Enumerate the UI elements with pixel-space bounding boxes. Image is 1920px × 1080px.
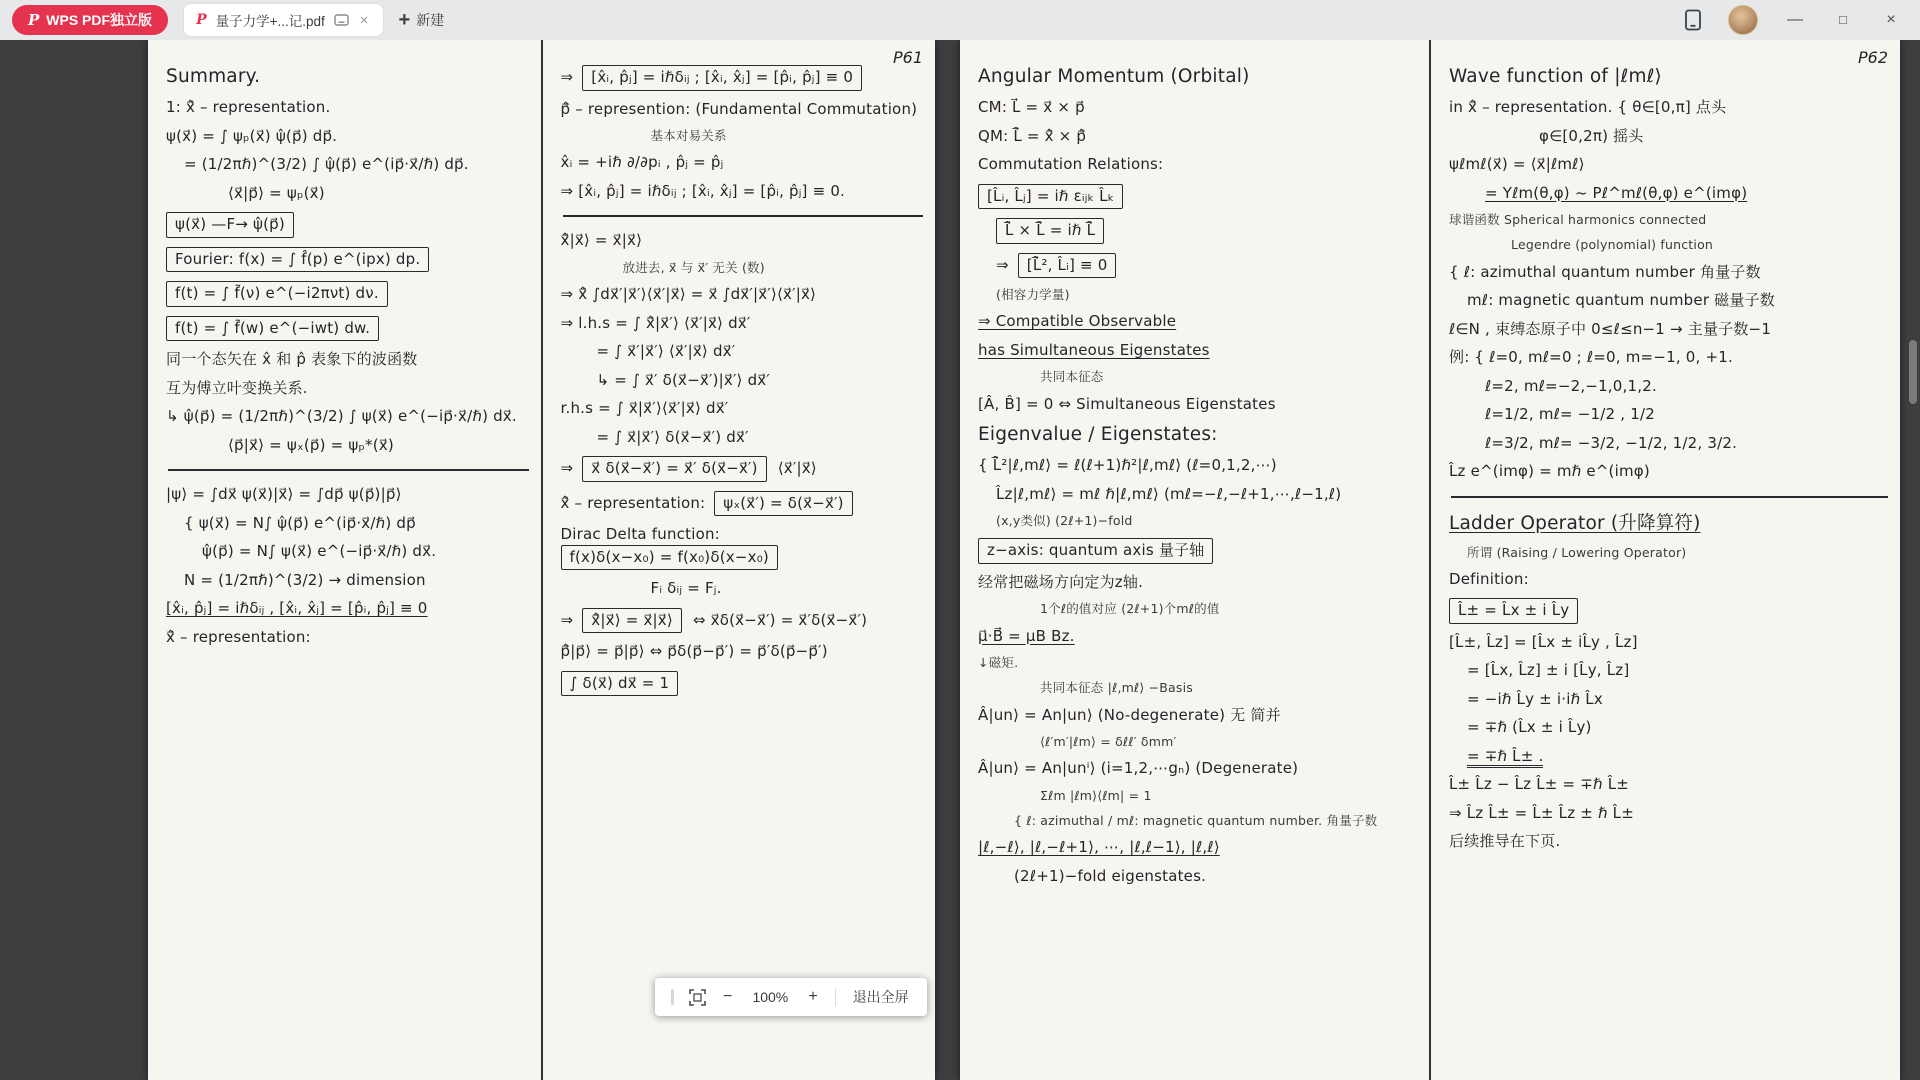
note-divider (168, 469, 529, 471)
note-line: { ℓ: azimuthal / mℓ: magnetic quantum number. 角量子数 (1014, 813, 1378, 829)
note-line: = −iℏ L̂y ± i·iℏ L̂x (1467, 689, 1603, 708)
wps-logo-icon: P (28, 11, 40, 29)
new-tab-button[interactable] (399, 10, 445, 30)
note-line: ⇒ [x̂ᵢ, p̂ⱼ] = iℏδᵢⱼ ; [x̂ᵢ, x̂ⱼ] = [p̂ᵢ, p̂ⱼ] ≡ 0. (560, 181, 846, 200)
note-line: r.h.s = ∫ x⃗|x⃗′⟩⟨x⃗′|x⃗⟩ dx⃗′ (560, 399, 729, 417)
note-line: 所谓 (Raising / Lowering Operator) (1467, 544, 1687, 560)
note-line: = ∫ x⃗′|x⃗′⟩ ⟨x⃗′|x⃗⟩ dx⃗′ (596, 342, 736, 360)
note-line: L̂z|ℓ,mℓ⟩ = mℓ ℏ|ℓ,mℓ⟩ (mℓ=−ℓ,−ℓ+1,⋯,ℓ−1,ℓ) (996, 484, 1342, 503)
note-line: L̂± L̂z − L̂z L̂± = ∓ℏ L̂± (1449, 775, 1630, 794)
new-tab-label: 新建 (416, 12, 445, 28)
pdf-canvas (0, 40, 1920, 1080)
note-line: QM: L̂⃗ = x̂⃗ × p̂⃗ (978, 126, 1087, 145)
note-line: 基本对易关系 (650, 128, 727, 143)
note-line: ℓ=2, mℓ=−2,−1,0,1,2. (1485, 376, 1657, 395)
note-line: Â|un⟩ = An|un⟩ (No-degenerate) 无 简并 (978, 705, 1281, 724)
note-divider (1451, 496, 1888, 498)
note-line: (x,y类似) (2ℓ+1)−fold (996, 513, 1133, 529)
toolbar-divider (835, 988, 836, 1006)
note-line: 球谐函数 Spherical harmonics connected (1449, 212, 1707, 228)
close-button[interactable]: × (1886, 11, 1896, 28)
note-line: ⇒ Compatible Observable (978, 312, 1177, 331)
note-line: ψ̂(p⃗) = N∫ ψ(x⃗) e^(−ip⃗·x⃗/ℏ) dx⃗. (202, 542, 437, 561)
tab-close-icon[interactable]: × (359, 11, 369, 29)
plus-icon: + (398, 9, 411, 31)
note-line: Ladder Operator (升降算符) (1449, 512, 1701, 534)
zoom-toolbar (655, 978, 927, 1016)
note-line: 互为傅立叶变换关系. (166, 378, 308, 397)
note-line: Σℓm |ℓm⟩⟨ℓm| = 1 (1040, 787, 1152, 803)
note-line: ⇒ [x̂ᵢ, p̂ⱼ] = iℏδᵢⱼ ; [x̂ᵢ, x̂ⱼ] = [p̂ᵢ, p̂ⱼ] ≡ 0 (561, 65, 926, 91)
note-line: = [L̂x, L̂z] ± i [L̂y, L̂z] (1467, 661, 1630, 680)
note-line: μ⃗·B⃗ = μB Bz. (978, 626, 1075, 645)
note-line: 共同本征态 (1040, 369, 1104, 385)
note-line: Definition: (1449, 569, 1529, 588)
note-line: ⇒ x̂⃗|x⃗⟩ = x⃗|x⃗⟩ ⇔ x⃗δ(x⃗−x⃗′) = x⃗′δ(x⃗−x⃗′) (561, 608, 926, 634)
minimize-button[interactable]: — (1787, 11, 1803, 28)
note-line: { ψ(x⃗) = N∫ ψ̂(p⃗) e^(ip⃗·x⃗/ℏ) dp⃗ (184, 513, 416, 532)
note-line: z−axis: quantum axis 量子轴 (978, 538, 1419, 564)
note-line: ψ(x⃗) = ∫ ψₚ(x⃗) ψ̂(p⃗) dp⃗. (166, 126, 338, 145)
note-line: x̂⃗ – representation: ψₓ(x⃗′) = δ(x⃗−x⃗′) (561, 491, 926, 517)
note-line: [Â, B̂] = 0 ⇔ Simultaneous Eigenstates (978, 394, 1276, 413)
note-column (148, 40, 541, 1080)
vertical-scrollbar-thumb[interactable] (1909, 340, 1917, 404)
note-line: CM: L⃗ = x⃗ × p⃗ (978, 98, 1085, 117)
note-line: Fourier: f(x) = ∫ f̂(p) e^(ipx) dp. (166, 247, 531, 273)
note-line: 后续推导在下页. (1449, 832, 1561, 851)
note-line: ⟨ℓ′m′|ℓm⟩ = δℓℓ′ δmm′ (1040, 734, 1177, 750)
note-column (541, 40, 936, 1080)
note-line: ↓磁矩. (978, 655, 1019, 671)
note-line: ↳ ψ̂(p⃗) = (1/2πℏ)^(3/2) ∫ ψ(x⃗) e^(−ip⃗·x⃗/ℏ) dx⃗. (166, 407, 517, 426)
note-line: Dirac Delta function:f(x)δ(x−x₀) = f(x₀)δ(x−x₀) (561, 525, 926, 570)
note-line: Legendre (polynomial) function (1511, 237, 1714, 253)
avatar[interactable] (1728, 5, 1758, 35)
note-line: ℓ∈N , 束缚态原子中 0≤ℓ≤n−1 → 主量子数−1 (1449, 319, 1772, 338)
pdf-page-2 (960, 40, 1900, 1080)
maximize-button[interactable]: □ (1839, 12, 1847, 27)
document-tab[interactable] (184, 4, 382, 36)
note-line: Eigenvalue / Eigenstates: (978, 424, 1218, 446)
note-line: ⇒ x̂⃗ ∫dx⃗′|x⃗′⟩⟨x⃗′|x⃗⟩ = x⃗ ∫dx⃗′|x⃗′⟩⟨x⃗′|x⃗⟩ (560, 285, 817, 303)
pdf-logo-icon: P (196, 12, 207, 28)
note-line: ∫ δ(x⃗) dx⃗ = 1 (561, 671, 926, 697)
note-divider (563, 215, 924, 217)
note-line: has Simultaneous Eigenstates (978, 340, 1210, 359)
note-line: ψℓmℓ(x⃗) = ⟨x⃗|ℓmℓ⟩ (1449, 155, 1585, 174)
topbar (0, 0, 1920, 40)
wps-app-button[interactable] (12, 5, 168, 35)
note-line: |ψ⟩ = ∫dx⃗ ψ(x⃗)|x⃗⟩ = ∫dp⃗ ψ(p⃗)|p⃗⟩ (166, 485, 402, 504)
note-line: L̂± = L̂x ± i L̂y (1449, 598, 1890, 624)
fit-screen-icon[interactable] (689, 989, 706, 1006)
note-line: 1: x̂⃗ – representation. (166, 98, 331, 117)
note-line: f(t) = ∫ f̃(w) e^(−iwt) dw. (166, 316, 531, 342)
note-line: = ∓ℏ (L̂x ± i L̂y) (1467, 718, 1592, 737)
note-line: |ℓ,−ℓ⟩, |ℓ,−ℓ+1⟩, ⋯, |ℓ,ℓ−1⟩, |ℓ,ℓ⟩ (978, 838, 1220, 857)
note-line: = ∫ x⃗|x⃗′⟩ δ(x⃗−x⃗′) dx⃗′ (596, 427, 749, 446)
page-number: P61 (892, 48, 923, 67)
note-line: 经常把磁场方向定为z轴. (978, 572, 1144, 591)
zoom-in-button[interactable]: + (808, 988, 818, 1005)
note-line: 共同本征态 |ℓ,mℓ⟩ −Basis (1040, 680, 1194, 696)
note-line: ℓ=3/2, mℓ= −3/2, −1/2, 1/2, 3/2. (1485, 433, 1738, 452)
note-line: Summary. (166, 66, 261, 87)
note-line: L̂z e^(imφ) = mℏ e^(imφ) (1449, 462, 1650, 481)
note-line: ⇒ x⃗ δ(x⃗−x⃗′) = x⃗′ δ(x⃗−x⃗′) ⟨x⃗′|x⃗⟩ (561, 456, 926, 482)
note-line: Â|un⟩ = An|unⁱ⟩ (i=1,2,⋯gₙ) (Degenerate) (978, 759, 1299, 778)
note-line: ψ(x⃗) —F→ ψ̂(p⃗) (166, 212, 531, 238)
zoom-out-button[interactable]: − (723, 988, 733, 1005)
note-line: = ∓ℏ L̂± . (1467, 747, 1890, 767)
note-line: 同一个态矢在 x̂ 和 p̂ 表象下的波函数 (166, 350, 418, 369)
note-line: φ∈[0,2π) 摇头 (1539, 126, 1644, 145)
note-line: 放进去, x⃗ 与 x⃗′ 无关 (数) (622, 259, 765, 275)
note-line: = Yℓm(θ,φ) ~ Pℓ^mℓ(θ,φ) e^(imφ) (1485, 183, 1748, 202)
note-line: p̂⃗|p⃗⟩ = p⃗|p⃗⟩ ⇔ p⃗δ(p⃗−p⃗′) = p⃗′δ(p⃗−p⃗′) (560, 642, 828, 660)
note-line: x̂⃗ – representation: (166, 627, 311, 646)
note-line: ⇒ [L̂⃗², L̂ᵢ] ≡ 0 (996, 253, 1419, 279)
pdf-page-1 (148, 40, 935, 1080)
note-line: ⇒ L̂z L̂± = L̂± L̂z ± ℏ L̂± (1449, 803, 1634, 822)
note-line: Angular Momentum (Orbital) (978, 66, 1250, 87)
topbar-right-cluster (1684, 0, 1908, 40)
note-line: [x̂ᵢ, p̂ⱼ] = iℏδᵢⱼ , [x̂ᵢ, x̂ⱼ] = [p̂ᵢ, p̂ⱼ] ≡ 0 (166, 599, 428, 618)
note-line: (2ℓ+1)−fold eigenstates. (1014, 866, 1207, 885)
note-line: Wave function of |ℓmℓ⟩ (1449, 66, 1662, 87)
note-line: ↳ = ∫ x⃗′ δ(x⃗−x⃗′)|x⃗′⟩ dx⃗′ (596, 370, 770, 389)
note-line: L̂⃗ × L̂⃗ = iℏ L̂⃗ (996, 218, 1419, 244)
note-line: [L̂±, L̂z] = [L̂x ± iL̂y , L̂z] (1449, 632, 1638, 651)
note-line: in x̂⃗ – representation. { θ∈[0,π] 点头 (1449, 98, 1727, 117)
note-line: (相容力学量) (996, 287, 1070, 303)
note-line: x̂⃗|x⃗⟩ = x⃗|x⃗⟩ (560, 231, 643, 250)
zoom-level: 100% (752, 989, 789, 1005)
exit-fullscreen-button[interactable]: 退出全屏 (852, 989, 909, 1005)
note-line: Fᵢ δᵢⱼ = Fⱼ. (650, 579, 722, 597)
note-line: ⟨p⃗|x⃗⟩ = ψₓ(p⃗) = ψₚ*(x⃗) (228, 435, 394, 454)
note-line: p̂⃗ – represention: (Fundamental Commutation) (560, 99, 918, 118)
mobile-device-icon[interactable] (1684, 9, 1702, 31)
toolbar-grip[interactable] (671, 989, 674, 1005)
note-line: Commutation Relations: (978, 155, 1164, 174)
note-line: 1个ℓ的值对应 (2ℓ+1)个mℓ的值 (1040, 601, 1220, 617)
note-line: f(t) = ∫ f̃(ν) e^(−i2πνt) dν. (166, 281, 531, 307)
note-line: mℓ: magnetic quantum number 磁量子数 (1467, 291, 1775, 310)
note-line: 例: { ℓ=0, mℓ=0 ; ℓ=0, m=−1, 0, +1. (1449, 348, 1733, 367)
app-button-label: WPS PDF独立版 (46, 12, 153, 28)
present-screen-icon[interactable] (334, 14, 349, 27)
note-line: ℓ=1/2, mℓ= −1/2 , 1/2 (1485, 405, 1655, 424)
note-line: ⟨x⃗|p⃗⟩ = ψₚ(x⃗) (228, 183, 325, 202)
note-line: ⇒ l.h.s = ∫ x̂⃗|x⃗′⟩ ⟨x⃗′|x⃗⟩ dx⃗′ (560, 313, 751, 332)
note-column (1429, 40, 1900, 1080)
note-line: [L̂ᵢ, L̂ⱼ] = iℏ εᵢⱼₖ L̂ₖ (978, 184, 1419, 210)
page-number: P62 (1857, 48, 1888, 67)
note-line: { L̂⃗²|ℓ,mℓ⟩ = ℓ(ℓ+1)ℏ²|ℓ,mℓ⟩ (ℓ=0,1,2,⋯) (978, 456, 1277, 475)
tab-title: 量子力学+...记.pdf (215, 14, 325, 29)
note-line: N = (1/2πℏ)^(3/2) → dimension (184, 570, 426, 589)
note-column (960, 40, 1429, 1080)
note-line: = (1/2πℏ)^(3/2) ∫ ψ̂(p⃗) e^(ip⃗·x⃗/ℏ) dp⃗. (184, 155, 469, 174)
note-line: { ℓ: azimuthal quantum number 角量子数 (1449, 262, 1761, 281)
note-line: x̂ᵢ = +iℏ ∂/∂pᵢ , p̂ⱼ = p̂ⱼ (560, 153, 724, 172)
